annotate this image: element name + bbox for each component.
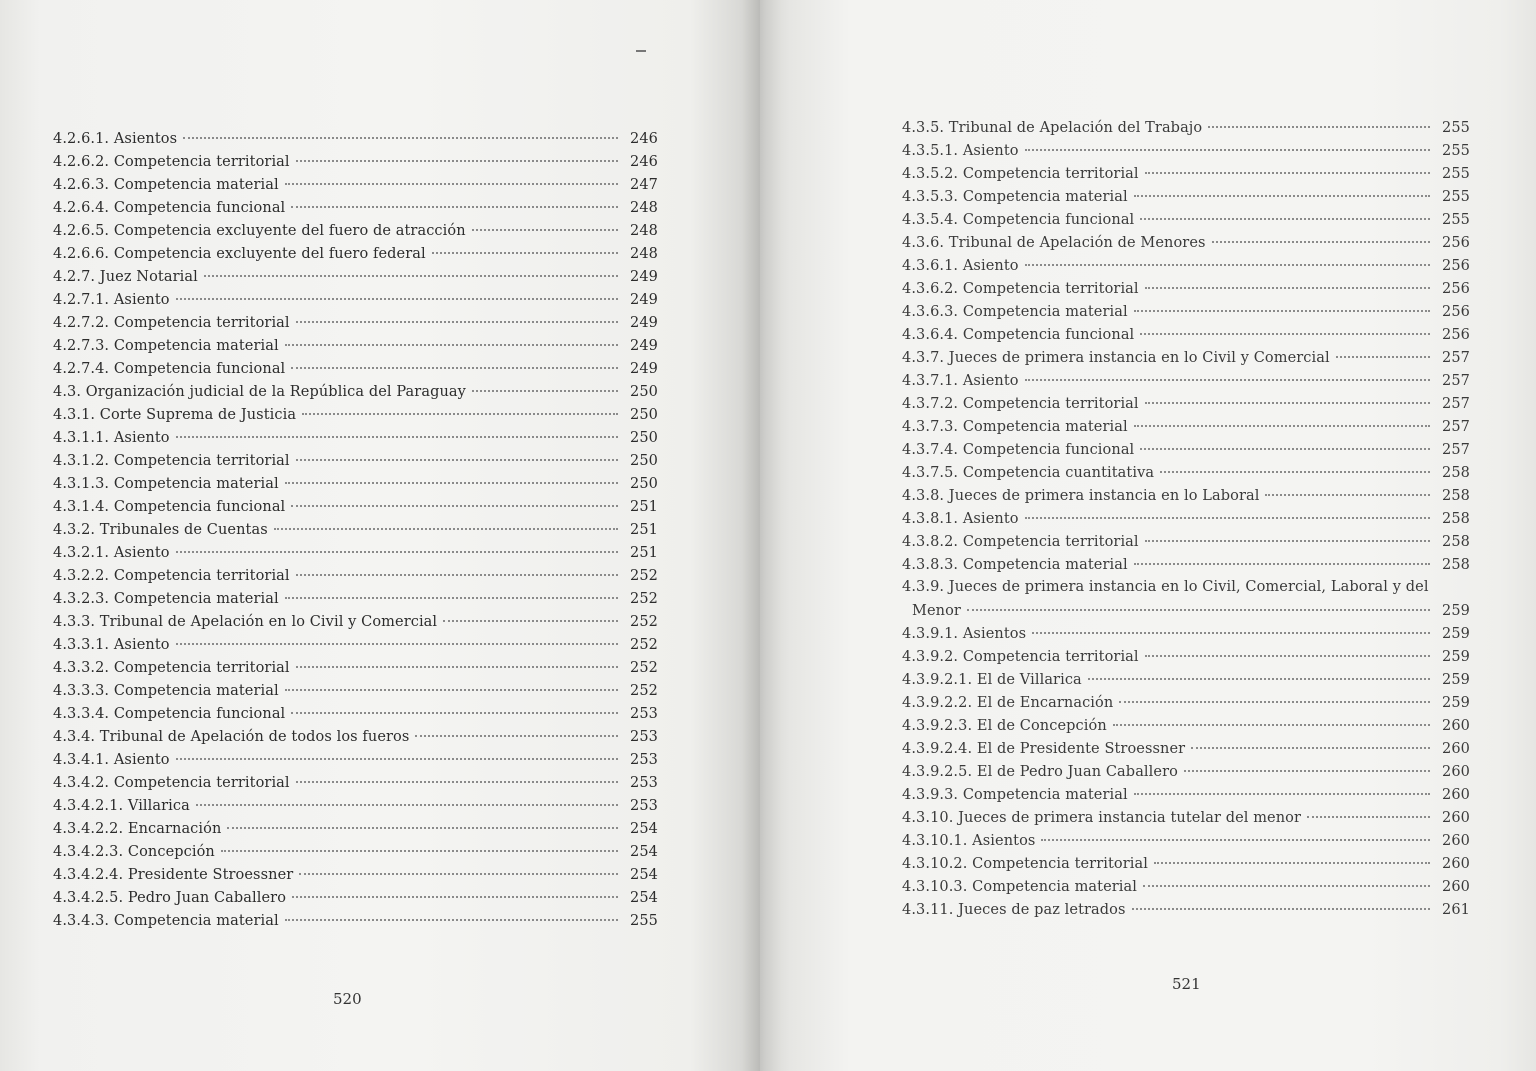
dot-leader: [1113, 724, 1430, 726]
toc-entry-page-number: 260: [1442, 741, 1470, 757]
toc-entry-page-number: 256: [1442, 281, 1470, 297]
toc-entry-page-number: 252: [630, 614, 658, 630]
toc-entry-title: 4.3.10. Jueces de primera instancia tutelar del menor: [902, 810, 1302, 826]
dot-leader: [285, 344, 618, 346]
toc-entry-page-number: 257: [1442, 419, 1470, 435]
toc-entry-title: 4.3.9.1. Asientos: [902, 626, 1027, 642]
toc-entry-title: 4.3.10.3. Competencia material: [902, 879, 1138, 895]
dot-leader: [176, 298, 618, 300]
toc-entry-title: 4.3.4.3. Competencia material: [53, 913, 279, 929]
dot-leader: [1191, 747, 1430, 749]
toc-entry-page-number: 254: [630, 844, 658, 860]
print-mark: [636, 50, 646, 52]
toc-entry-page-number: 255: [1442, 212, 1470, 228]
toc-entry: [902, 554, 1470, 577]
toc-entry-page-number: 257: [1442, 350, 1470, 366]
toc-entry: [53, 404, 658, 427]
toc-entry-page-number: 252: [630, 683, 658, 699]
toc-entry: [902, 416, 1470, 439]
dot-leader: [196, 804, 618, 806]
toc-entry-page-number: 252: [630, 660, 658, 676]
book-gutter: [742, 0, 782, 1071]
toc-entry-page-number: 256: [1442, 258, 1470, 274]
toc-entry-page-number: 253: [630, 706, 658, 722]
dot-leader: [1134, 793, 1430, 795]
toc-entry-page-number: 250: [630, 384, 658, 400]
toc-entry-page-number: 253: [630, 775, 658, 791]
toc-entry: [902, 186, 1470, 209]
dot-leader: [296, 459, 618, 461]
toc-entry-title: 4.2.7.1. Asiento: [53, 292, 170, 308]
toc-entry-page-number: 250: [630, 476, 658, 492]
toc-entry-title: 4.3.4. Tribunal de Apelación de todos los fueros: [53, 729, 410, 745]
toc-entry-page-number: 260: [1442, 879, 1470, 895]
toc-entry-title: 4.3.5. Tribunal de Apelación del Trabajo: [902, 120, 1203, 136]
toc-entry-page-number: 260: [1442, 833, 1470, 849]
toc-entry: [902, 140, 1470, 163]
toc-entry-page-number: 259: [1442, 695, 1470, 711]
dot-leader: [176, 758, 618, 760]
toc-entry-title: 4.3.7.5. Competencia cuantitativa: [902, 465, 1155, 481]
dot-leader: [296, 321, 618, 323]
toc-entry: [902, 117, 1470, 140]
toc-entry: [53, 243, 658, 266]
toc-entry-page-number: 249: [630, 315, 658, 331]
dot-leader: [296, 666, 618, 668]
toc-entry-page-number: 249: [630, 338, 658, 354]
toc-entry-title: 4.3.6. Tribunal de Apelación de Menores: [902, 235, 1206, 251]
toc-entry: [902, 462, 1470, 485]
dot-leader: [1208, 126, 1430, 128]
toc-entry-title: 4.2.6.1. Asientos: [53, 131, 178, 147]
toc-entry-title: 4.3.8.2. Competencia territorial: [902, 534, 1139, 550]
left-page: [0, 0, 760, 1071]
toc-entry: [902, 807, 1470, 830]
toc-entry-title: 4.2.7.4. Competencia funcional: [53, 361, 286, 377]
toc-entry-page-number: 259: [1442, 603, 1470, 619]
dot-leader: [227, 827, 618, 829]
toc-entry-title: 4.3.3.2. Competencia territorial: [53, 660, 290, 676]
dot-leader: [1145, 540, 1430, 542]
toc-entry-page-number: 247: [630, 177, 658, 193]
dot-leader: [1134, 425, 1430, 427]
toc-entry: [53, 174, 658, 197]
toc-entry-title: 4.2.6.6. Competencia excluyente del fuero federal: [53, 246, 426, 262]
toc-entry-title: 4.3.9. Jueces de primera instancia en lo Civil, Comercial, Laboral y del: [902, 579, 1429, 595]
toc-entry-page-number: 260: [1442, 764, 1470, 780]
toc-entry-page-number: 253: [630, 752, 658, 768]
dot-leader: [1032, 632, 1430, 634]
toc-entry-page-number: 249: [630, 292, 658, 308]
toc-entry-title: 4.3.7. Jueces de primera instancia en lo Civil y Comercial: [902, 350, 1330, 366]
dot-leader: [415, 735, 618, 737]
toc-entry: [902, 715, 1470, 738]
toc-entry-page-number: 255: [1442, 189, 1470, 205]
toc-entry: [902, 393, 1470, 416]
dot-leader: [292, 896, 618, 898]
dot-leader: [1119, 701, 1430, 703]
dot-leader: [1025, 379, 1430, 381]
toc-entry: [53, 335, 658, 358]
toc-entry: [53, 519, 658, 542]
toc-entry-page-number: 258: [1442, 534, 1470, 550]
toc-entry-title-continued: Menor: [912, 603, 961, 619]
dot-leader: [1307, 816, 1430, 818]
toc-entry: [902, 485, 1470, 508]
toc-entry-page-number: 257: [1442, 373, 1470, 389]
toc-entry-page-number: 253: [630, 729, 658, 745]
toc-entry: [53, 749, 658, 772]
toc-entry-title: 4.3.2.2. Competencia territorial: [53, 568, 290, 584]
toc-entry: [53, 565, 658, 588]
dot-leader: [1025, 517, 1430, 519]
toc-entry-title: 4.3.10.2. Competencia territorial: [902, 856, 1148, 872]
toc-entry: [53, 634, 658, 657]
toc-entry: [53, 289, 658, 312]
toc-entry-title: 4.3.11. Jueces de paz letrados: [902, 902, 1126, 918]
dot-leader: [1145, 172, 1430, 174]
dot-leader: [274, 528, 618, 530]
right-page: [760, 0, 1536, 1071]
toc-entry-title: 4.3.4.1. Asiento: [53, 752, 170, 768]
dot-leader: [204, 275, 618, 277]
toc-entry: [53, 611, 658, 634]
toc-entry: [902, 692, 1470, 715]
toc-entry: [53, 542, 658, 565]
dot-leader: [221, 850, 618, 852]
toc-entry-page-number: 254: [630, 821, 658, 837]
toc-entry-page-number: 259: [1442, 672, 1470, 688]
toc-entry-page-number: 257: [1442, 442, 1470, 458]
toc-entry-page-number: 252: [630, 591, 658, 607]
dot-leader: [176, 643, 618, 645]
toc-entry-page-number: 254: [630, 867, 658, 883]
dot-leader: [1154, 862, 1430, 864]
toc-entry: [902, 876, 1470, 899]
toc-entry-title: 4.3.1.3. Competencia material: [53, 476, 279, 492]
toc-entry-page-number: 254: [630, 890, 658, 906]
toc-entry-page-number: 250: [630, 407, 658, 423]
toc-entry-page-number: 252: [630, 568, 658, 584]
toc-entry-page-number: 248: [630, 246, 658, 262]
dot-leader: [1145, 655, 1430, 657]
toc-entry: [902, 301, 1470, 324]
toc-entry-title: 4.3.7.3. Competencia material: [902, 419, 1128, 435]
toc-entry: [902, 370, 1470, 393]
toc-entry: [902, 508, 1470, 531]
toc-entry-page-number: 259: [1442, 626, 1470, 642]
toc-entry: [902, 531, 1470, 554]
toc-entry-title: 4.3.4.2. Competencia territorial: [53, 775, 290, 791]
page-number-right: 521: [1172, 975, 1201, 993]
dot-leader: [1265, 494, 1430, 496]
toc-entry: [53, 220, 658, 243]
toc-entry-page-number: 248: [630, 200, 658, 216]
toc-entry-page-number: 255: [1442, 120, 1470, 136]
dot-leader: [1132, 908, 1430, 910]
toc-entry-title: 4.3.3.4. Competencia funcional: [53, 706, 286, 722]
toc-entry-title: 4.3.1.1. Asiento: [53, 430, 170, 446]
dot-leader: [285, 689, 618, 691]
toc-entry-page-number: 251: [630, 499, 658, 515]
toc-entry-title: 4.3.7.2. Competencia territorial: [902, 396, 1139, 412]
dot-leader: [302, 413, 618, 415]
dot-leader: [291, 206, 618, 208]
dot-leader: [1140, 448, 1430, 450]
toc-entry: [53, 864, 658, 887]
toc-entry: [902, 324, 1470, 347]
toc-entry-title: 4.3.7.4. Competencia funcional: [902, 442, 1135, 458]
toc-entry-title: 4.2.7.3. Competencia material: [53, 338, 279, 354]
toc-entry-title: 4.3.9.2.4. El de Presidente Stroessner: [902, 741, 1186, 757]
toc-entry-title: 4.3.3. Tribunal de Apelación en lo Civil y Comercial: [53, 614, 438, 630]
toc-entry: [902, 830, 1470, 853]
toc-entry: [53, 381, 658, 404]
dot-leader: [1134, 563, 1430, 565]
toc-entry-title: 4.3. Organización judicial de la República del Paraguay: [53, 384, 466, 400]
toc-entry-page-number: 256: [1442, 235, 1470, 251]
dot-leader: [285, 919, 618, 921]
dot-leader: [285, 482, 618, 484]
toc-entry-title: 4.3.5.1. Asiento: [902, 143, 1019, 159]
toc-entry-page-number: 250: [630, 430, 658, 446]
toc-entry: [902, 623, 1470, 646]
toc-entry-page-number: 260: [1442, 718, 1470, 734]
dot-leader: [176, 436, 618, 438]
dot-leader: [1184, 770, 1430, 772]
toc-entry-title: 4.3.5.3. Competencia material: [902, 189, 1128, 205]
toc-entry-page-number: 258: [1442, 488, 1470, 504]
toc-entry-page-number: 260: [1442, 856, 1470, 872]
toc-entry-page-number: 260: [1442, 810, 1470, 826]
toc-entry-page-number: 249: [630, 269, 658, 285]
toc-entry-page-number: 258: [1442, 465, 1470, 481]
toc-entry: [902, 278, 1470, 301]
toc-entry-title: 4.2.7.2. Competencia territorial: [53, 315, 290, 331]
toc-entry-title: 4.3.6.2. Competencia territorial: [902, 281, 1139, 297]
toc-entry: [53, 427, 658, 450]
toc-entry-title: 4.3.2. Tribunales de Cuentas: [53, 522, 268, 538]
toc-entry: [53, 473, 658, 496]
toc-entry-title: 4.3.3.1. Asiento: [53, 637, 170, 653]
dot-leader: [1145, 402, 1430, 404]
table-of-contents-right: [902, 117, 1470, 922]
toc-entry-title: 4.3.4.2.4. Presidente Stroessner: [53, 867, 294, 883]
toc-entry: [53, 841, 658, 864]
toc-entry-page-number: 258: [1442, 511, 1470, 527]
dot-leader: [1212, 241, 1430, 243]
toc-entry-page-number: 246: [630, 154, 658, 170]
toc-entry: [53, 887, 658, 910]
dot-leader: [472, 390, 618, 392]
toc-entry-title: 4.3.8.3. Competencia material: [902, 557, 1128, 573]
toc-entry-title: 4.3.9.3. Competencia material: [902, 787, 1128, 803]
toc-entry-title: 4.3.9.2.3. El de Concepción: [902, 718, 1107, 734]
toc-entry: [53, 726, 658, 749]
toc-entry-page-number: 255: [1442, 166, 1470, 182]
toc-entry: [53, 128, 658, 151]
page-number-left: 520: [333, 990, 362, 1008]
toc-entry-title: 4.3.10.1. Asientos: [902, 833, 1036, 849]
toc-entry-title: 4.3.8. Jueces de primera instancia en lo Laboral: [902, 488, 1260, 504]
toc-entry: [902, 646, 1470, 669]
toc-entry: [902, 209, 1470, 232]
dot-leader: [285, 597, 618, 599]
toc-entry-title: 4.3.6.1. Asiento: [902, 258, 1019, 274]
toc-entry-title: 4.3.4.2.5. Pedro Juan Caballero: [53, 890, 287, 906]
toc-entry-page-number: 246: [630, 131, 658, 147]
toc-entry-page-number: 255: [1442, 143, 1470, 159]
toc-entry-title: 4.2.6.5. Competencia excluyente del fuero de atracción: [53, 223, 466, 239]
toc-entry-title: 4.3.4.2.3. Concepción: [53, 844, 215, 860]
dot-leader: [1025, 149, 1430, 151]
toc-entry-page-number: 261: [1442, 902, 1470, 918]
toc-entry-title: 4.2.6.2. Competencia territorial: [53, 154, 290, 170]
toc-entry-title: 4.3.1. Corte Suprema de Justicia: [53, 407, 297, 423]
toc-entry: [53, 772, 658, 795]
dot-leader: [432, 252, 618, 254]
dot-leader: [296, 781, 618, 783]
toc-entry-page-number: 251: [630, 522, 658, 538]
dot-leader: [299, 873, 618, 875]
toc-entry-page-number: 259: [1442, 649, 1470, 665]
dot-leader: [472, 229, 618, 231]
dot-leader: [1145, 287, 1430, 289]
toc-entry: [53, 266, 658, 289]
toc-entry-title: 4.3.4.2.1. Villarica: [53, 798, 190, 814]
dot-leader: [967, 609, 1430, 611]
toc-entry: [53, 910, 658, 933]
toc-entry-title: 4.3.7.1. Asiento: [902, 373, 1019, 389]
toc-entry-page-number: 260: [1442, 787, 1470, 803]
toc-entry-title: 4.2.6.3. Competencia material: [53, 177, 279, 193]
toc-entry-title: 4.3.5.4. Competencia funcional: [902, 212, 1135, 228]
toc-entry-title: 4.3.6.3. Competencia material: [902, 304, 1128, 320]
dot-leader: [176, 551, 618, 553]
dot-leader: [1160, 471, 1430, 473]
toc-entry-page-number: 256: [1442, 304, 1470, 320]
toc-entry-page-number: 250: [630, 453, 658, 469]
dot-leader: [291, 505, 618, 507]
toc-entry-title: 4.2.7. Juez Notarial: [53, 269, 198, 285]
toc-entry: [902, 232, 1470, 255]
dot-leader: [183, 137, 618, 139]
toc-entry: [902, 784, 1470, 807]
dot-leader: [1134, 310, 1430, 312]
toc-entry: [902, 255, 1470, 278]
toc-entry: [53, 657, 658, 680]
toc-entry-title: 4.3.9.2.2. El de Encarnación: [902, 695, 1114, 711]
table-of-contents-left: [53, 128, 658, 933]
dot-leader: [285, 183, 618, 185]
dot-leader: [1134, 195, 1430, 197]
dot-leader: [291, 367, 618, 369]
toc-entry-title: 4.3.2.1. Asiento: [53, 545, 170, 561]
toc-entry: [902, 853, 1470, 876]
toc-entry-page-number: 251: [630, 545, 658, 561]
toc-entry-page-number: 249: [630, 361, 658, 377]
dot-leader: [1140, 333, 1430, 335]
toc-entry: [53, 795, 658, 818]
toc-entry: [53, 358, 658, 381]
toc-entry-page-number: 255: [630, 913, 658, 929]
toc-entry: [902, 761, 1470, 784]
toc-entry-page-number: 248: [630, 223, 658, 239]
toc-entry-page-number: 258: [1442, 557, 1470, 573]
toc-entry: [902, 899, 1470, 922]
toc-entry-page-number: 257: [1442, 396, 1470, 412]
toc-entry-title: 4.3.9.2.5. El de Pedro Juan Caballero: [902, 764, 1178, 780]
dot-leader: [1041, 839, 1430, 841]
toc-entry: [53, 197, 658, 220]
toc-entry: [53, 703, 658, 726]
toc-entry-title: 4.3.3.3. Competencia material: [53, 683, 279, 699]
toc-entry: [902, 347, 1470, 370]
toc-entry-page-number: 253: [630, 798, 658, 814]
toc-entry-page-number: 252: [630, 637, 658, 653]
toc-entry-title: 4.3.8.1. Asiento: [902, 511, 1019, 527]
toc-entry: [53, 496, 658, 519]
dot-leader: [1140, 218, 1430, 220]
toc-entry-title: 4.3.9.2. Competencia territorial: [902, 649, 1139, 665]
toc-entry-page-number: 256: [1442, 327, 1470, 343]
toc-entry: [53, 450, 658, 473]
toc-entry-title: 4.3.5.2. Competencia territorial: [902, 166, 1139, 182]
toc-entry-title: 4.3.6.4. Competencia funcional: [902, 327, 1135, 343]
toc-entry: [53, 312, 658, 335]
toc-entry: [53, 818, 658, 841]
dot-leader: [1336, 356, 1430, 358]
toc-entry-title: 4.3.1.4. Competencia funcional: [53, 499, 286, 515]
dot-leader: [296, 574, 618, 576]
dot-leader: [1143, 885, 1430, 887]
toc-entry: [902, 738, 1470, 761]
dot-leader: [1025, 264, 1430, 266]
toc-entry-title: 4.3.2.3. Competencia material: [53, 591, 279, 607]
toc-entry-title: 4.3.4.2.2. Encarnación: [53, 821, 222, 837]
toc-entry: [53, 588, 658, 611]
toc-entry: [902, 669, 1470, 692]
toc-entry: [902, 439, 1470, 462]
toc-entry: [902, 577, 1470, 623]
dot-leader: [296, 160, 618, 162]
toc-entry: [53, 680, 658, 703]
toc-entry-title: 4.3.1.2. Competencia territorial: [53, 453, 290, 469]
toc-entry: [902, 163, 1470, 186]
toc-entry-title: 4.3.9.2.1. El de Villarica: [902, 672, 1082, 688]
dot-leader: [1088, 678, 1430, 680]
toc-entry-title: 4.2.6.4. Competencia funcional: [53, 200, 286, 216]
dot-leader: [443, 620, 618, 622]
toc-entry: [53, 151, 658, 174]
dot-leader: [291, 712, 618, 714]
